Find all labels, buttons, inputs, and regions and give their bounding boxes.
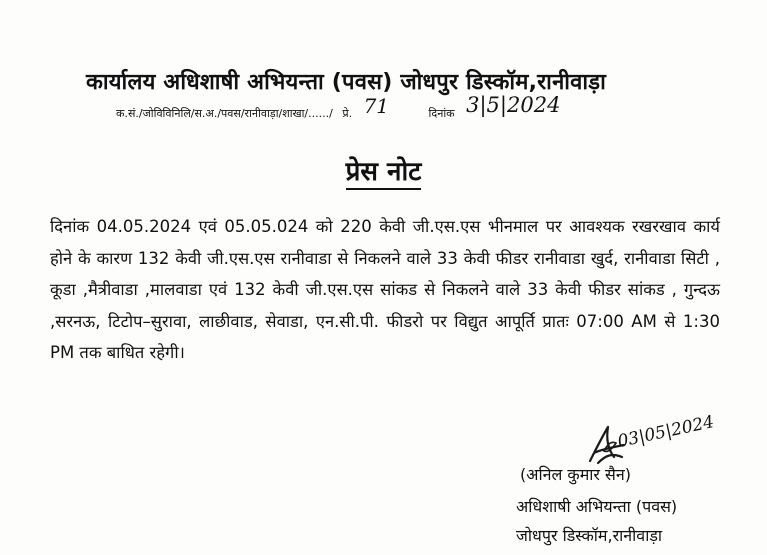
- press-note-title: प्रेस नोट: [346, 157, 422, 190]
- press-note-heading: [0, 152, 767, 188]
- issue-date: 3|5|2024: [466, 93, 561, 117]
- office-title: कार्यालय अधिशाषी अभियन्ता (पवस) जोधपुर डिस्कॉम,रानीवाड़ा: [86, 70, 606, 95]
- reference-line: [116, 93, 716, 122]
- signature-date: 03|05|2024: [615, 412, 716, 452]
- reference-number: क.सं./जोविविनिलि/स.अ./पवस/रानीवाड़ा/शाखा/....../: [116, 107, 333, 120]
- signatory-designation: अधिशाषी अभियन्ता (पवस): [516, 497, 678, 516]
- press-note-body: दिनांक 04.05.2024 एवं 05.05.024 को 220 केवी जी.एस.एस भीनमाल पर आवश्यक रखरखाव कार्य होने के कारण 132 केवी जी.एस.एस रानीवाडा से निकलने वाले 33 केवी फीडर रानीवाडा खुर्द, रानीवाडा सिटी , कूडा ,मैत्रीवाडा ,मालवाडा एवं 132 केवी जी.एस.एस सांकड से निकलने वाले 33 केवी फीडर सांकड , गुन्दऊ ,सरनऊ, टिटोप–सुरावा, लाछीवाड, सेवाडा, एन.सी.पी. फीडरो पर विद्युत आपूर्ति प्रातः 07:00 AM से 1:30 PM तक बाधित रहेगी।: [50, 217, 720, 363]
- date-label: दिनांक: [428, 107, 455, 120]
- press-ref-label: प्रे.: [342, 107, 353, 120]
- signatory-office: जोधपुर डिस्कॉम,रानीवाड़ा: [516, 526, 663, 545]
- press-ref-number: 71: [363, 94, 390, 118]
- signatory-name: (अनिल कुमार सैन): [520, 465, 631, 484]
